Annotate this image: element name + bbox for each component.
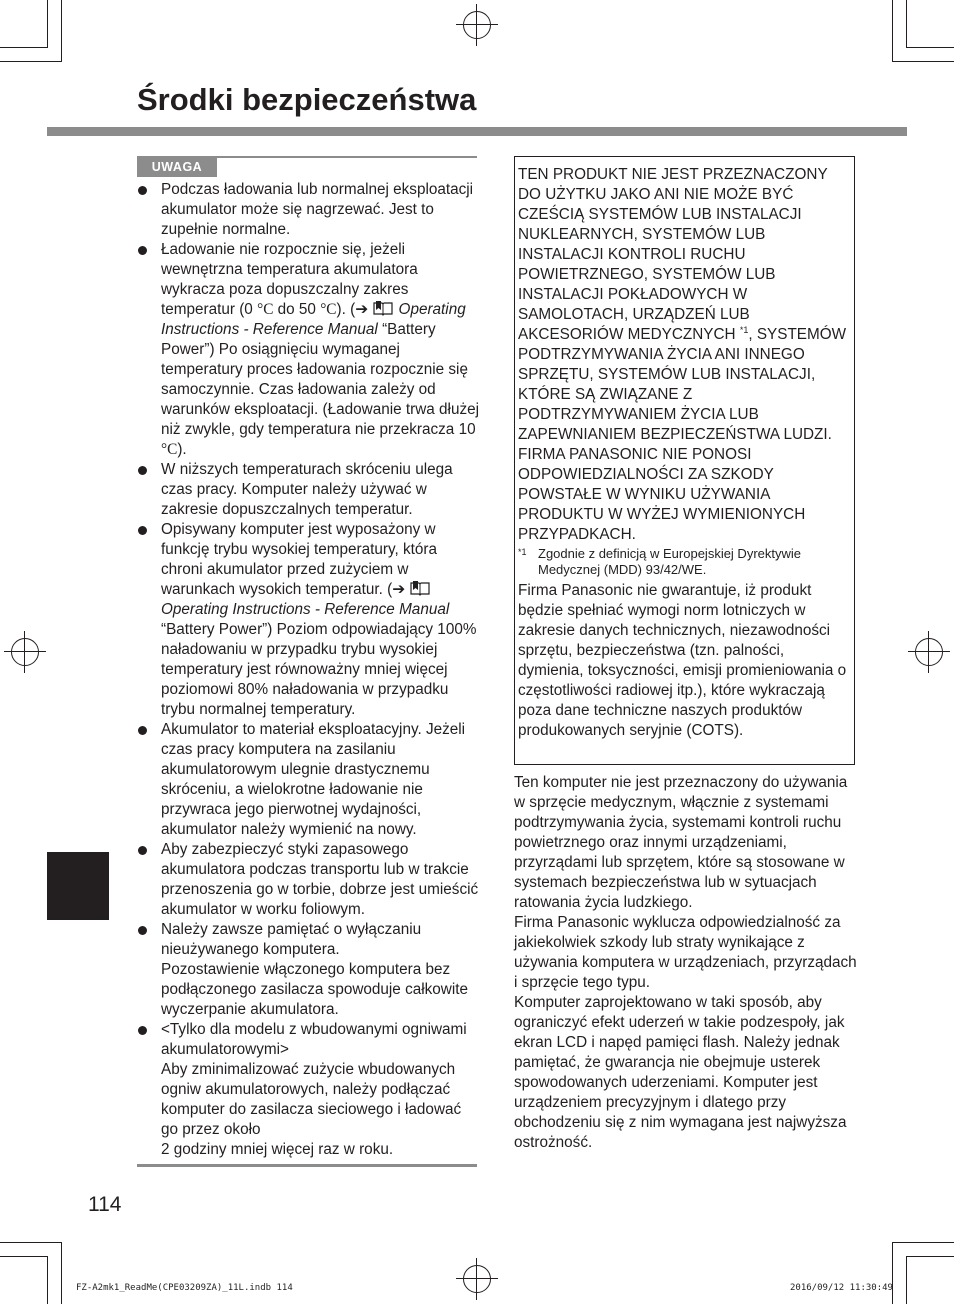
section-bottom-rule (137, 1164, 477, 1167)
list-item: W niższych temperaturach skróceniu ulega czas pracy. Komputer należy używać w zakresie dopuszczalnych temperatur. (137, 460, 479, 520)
list-item: Podczas ładowania lub normalnej eksploatacji akumulator może się nagrzewać. Jest to zupełnie normalne. (137, 180, 479, 240)
registration-mark-icon (456, 4, 498, 46)
bullet-icon (138, 246, 147, 255)
crop-mark (0, 1242, 62, 1243)
bullet-icon (138, 726, 147, 735)
crop-mark (906, 47, 954, 48)
warranty-paragraph: Firma Panasonic nie gwarantuje, iż produkt będzie spełniać wymogi norm lotniczych w zakresie danych technicznych, niezawodności sprzętu, bezpieczeństwa (tzn. palności, dymienia, toksyczności, emisji promieniowania o częstotliwości radiowej itp.), które wykraczają poza dane techniczne naszych produktów produkowanych seryjnie (COTS). (518, 582, 847, 739)
footer-timestamp: 2016/09/12 11:30:49 (790, 1283, 893, 1293)
page-number: 114 (88, 1193, 122, 1216)
page-title: Środki bezpieczeństwa (137, 82, 477, 117)
chapter-side-tab (47, 852, 109, 920)
crop-mark (47, 1256, 48, 1304)
book-icon (409, 580, 431, 596)
bullet-icon (138, 926, 147, 935)
list-item: <Tylko dla modelu z wbudowanymi ogniwami akumulatorowymi> Aby zminimalizować zużycie wbudowanych ogniw akumulatorowych, należy podłączać komputer do zasilacza sieciowego i ładować go przez około 2 godziny mniej więcej raz w roku. (137, 1020, 479, 1160)
liability-caps: FIRMA PANASONIC NIE PONOSI ODPOWIEDZIALNOŚCI ZA SZKODY POWSTAŁE W WYNIKU UŻYWANIA PRODUKTU W WYŻEJ WYMIENIONYCH PRZYPADKACH. (518, 446, 806, 543)
crop-mark (0, 1256, 48, 1257)
caution-list (137, 180, 479, 1160)
bullet-icon (138, 186, 147, 195)
crop-mark (892, 0, 893, 62)
list-item: Opisywany komputer jest wyposażony w funkcję trybu wysokiej temperatury, która chroni akumulator przed zużyciem w warunkach wysokich temperatur. (➔ Operating Instructions - Reference Manual “Battery Power”) Poziom odpowiadający 100% naładowaniu w przypadku trybu wysokiej temperatury jest równoważny mniej więcej poziomowi 80% naładowania w przypadku trybu normalnej temperatury. (137, 520, 479, 720)
paragraph: Firma Panasonic wyklucza odpowiedzialność za jakiekolwiek szkody lub straty wynikające z używania komputera w urządzeniach, przyrządach i sprzęcie tego typu. (514, 914, 857, 991)
crop-mark (906, 1256, 907, 1304)
medical-use-text (514, 773, 859, 1153)
registration-mark-icon (908, 631, 950, 673)
crop-mark (892, 1242, 893, 1304)
crop-mark (892, 61, 954, 62)
crop-mark (0, 47, 48, 48)
crop-mark (906, 1256, 954, 1257)
list-item: Aby zabezpieczyć styki zapasowego akumulatora podczas transportu lub w trakcie przenoszenia go w torbie, dobrze jest umieścić akumulator w worku foliowym. (137, 840, 479, 920)
list-item: Ładowanie nie rozpocznie się, jeżeli wewnętrzna temperatura akumulatora wykracza poza dopuszczalny zakres temperatur (0 °C do 50 °C). (➔ Operating Instructions - Reference Manual “Battery Power”) Po osiągnięciu wymaganej temperatury proces ładowania rozpocznie się samoczynnie. Czas ładowania zależy od warunków eksploatacji. (Ładowanie trwa dłużej niż zwykle, gdy temperatura nie przekracza 10 °C). (137, 240, 479, 460)
bullet-icon (138, 1026, 147, 1035)
arrow-right-icon: ➔ (392, 581, 406, 598)
footnote: *1 Zgodnie z definicją w Europejskiej Dyrektywie Medycznej (MDD) 93/42/WE. (518, 546, 802, 577)
crop-mark (61, 0, 62, 62)
footer-file-info: FZ-A2mk1_ReadMe(CPE03209ZA)_11L.indb 114 (76, 1283, 293, 1293)
crop-mark (906, 0, 907, 48)
crop-mark (0, 61, 62, 62)
paragraph: Komputer zaprojektowano w taki sposób, aby ograniczyć efekt uderzeń w takie podzespoły, jak ekran LCD i napęd pamięci flash. Należy jednak pamiętać, że gwarancja nie obejmuje usterek spowodowanych uderzeniami. Komputer jest urządzeniem precyzyjnym i dlatego przy obchodzeniu się z nim wymagana jest najwyższa ostrożność. (514, 994, 847, 1151)
bullet-icon (138, 466, 147, 475)
disclaimer-box (514, 156, 855, 765)
footnote-ref: *1 (739, 325, 749, 335)
bullet-icon (138, 526, 147, 535)
list-item: Akumulator to materiał eksploatacyjny. Jeżeli czas pracy komputera na zasilaniu akumulatorowym ulegnie drastycznemu skróceniu, a wielokrotne ładowanie nie przywraca jego pierwotnej wydajności, akumulator należy wymienić na nowy. (137, 720, 479, 840)
uwaga-badge: UWAGA (137, 158, 217, 177)
registration-mark-icon (456, 1258, 498, 1300)
arrow-right-icon: ➔ (355, 301, 369, 318)
bullet-icon (138, 846, 147, 855)
paragraph: Ten komputer nie jest przeznaczony do używania w sprzęcie medycznym, włącznie z systemami podtrzymywania życia, systemami kontroli ruchu powietrznego oraz innymi urządzeniami, przyrządami lub sprzętem, które są stosowane w systemach bezpieczeństwa lub w sytuacjach ratowania życia ludzkiego. (514, 774, 848, 911)
crop-mark (61, 1242, 62, 1304)
list-item: Należy zawsze pamiętać o wyłączaniu nieużywanego komputera. Pozostawienie włączonego komputera bez podłączonego zasilacza spowoduje całkowite wyczerpanie akumulatora. (137, 920, 479, 1020)
crop-mark (47, 0, 48, 48)
registration-mark-icon (4, 631, 46, 673)
crop-mark (892, 1242, 954, 1243)
book-icon (372, 300, 394, 316)
disclaimer-caps: TEN PRODUKT NIE JEST PRZEZNACZONY DO UŻYTKU JAKO ANI NIE MOŻE BYĆ CZEŚCIĄ SYSTEMÓW LUB INSTALACJI NUKLEARNYCH, SYSTEMÓW LUB INSTALACJI KONTROLI RUCHU POWIETRZNEGO, SYSTEMÓW LUB INSTALACJI POKŁADOWYCH W SAMOLOTACH, URZĄDZEŃ LUB AKCESORIÓW MEDYCZNYCH $^{*1}$, SYSTEMÓW PODTRZYMYWANIA ŻYCIA ANI INNEGO SPRZĘTU, SYSTEMÓW LUB INSTALACJI, KTÓRE SĄ ZWIĄZANE Z PODTRZYMYWANIEM ŻYCIA LUB ZAPEWNIANIEM BEZPIECZEŃSTWA LUDZI. (518, 166, 847, 443)
title-underline-bar (47, 127, 907, 136)
